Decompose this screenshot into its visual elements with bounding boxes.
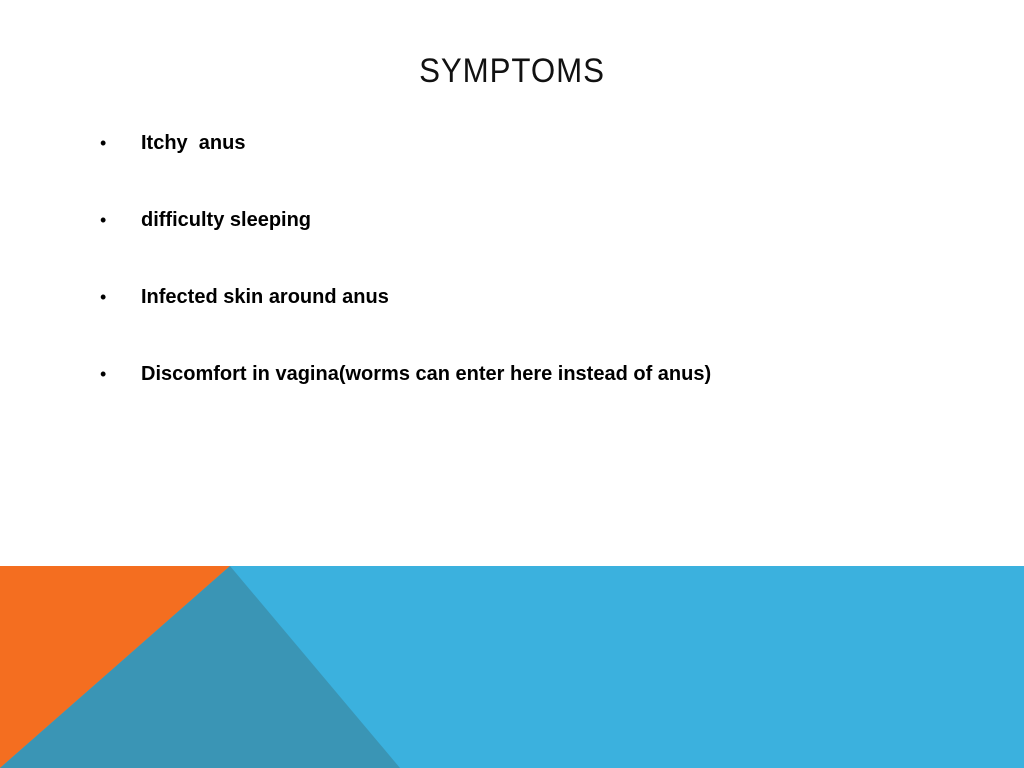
bullet-item-itchy-anus: [100, 128, 711, 205]
bullet-icon: •: [100, 287, 107, 307]
bullet-icon: •: [100, 364, 107, 384]
bullet-icon: •: [100, 133, 107, 153]
bullet-item-infected-skin: [100, 282, 711, 359]
bullet-item-discomfort-vagina: [100, 359, 711, 436]
bullet-text: Itchy anus: [141, 132, 246, 154]
bullet-text: Discomfort in vagina(worms can enter here instead of anus): [141, 363, 712, 385]
bullet-text: Infected skin around anus: [141, 286, 389, 308]
bullet-list: [100, 128, 711, 436]
bullet-icon: •: [100, 210, 107, 230]
decorative-footer-band: [0, 566, 1024, 768]
slide-title: SYMPTOMS: [419, 52, 605, 90]
bullet-item-difficulty-sleeping: [100, 205, 711, 282]
bullet-text: difficulty sleeping: [141, 209, 312, 231]
